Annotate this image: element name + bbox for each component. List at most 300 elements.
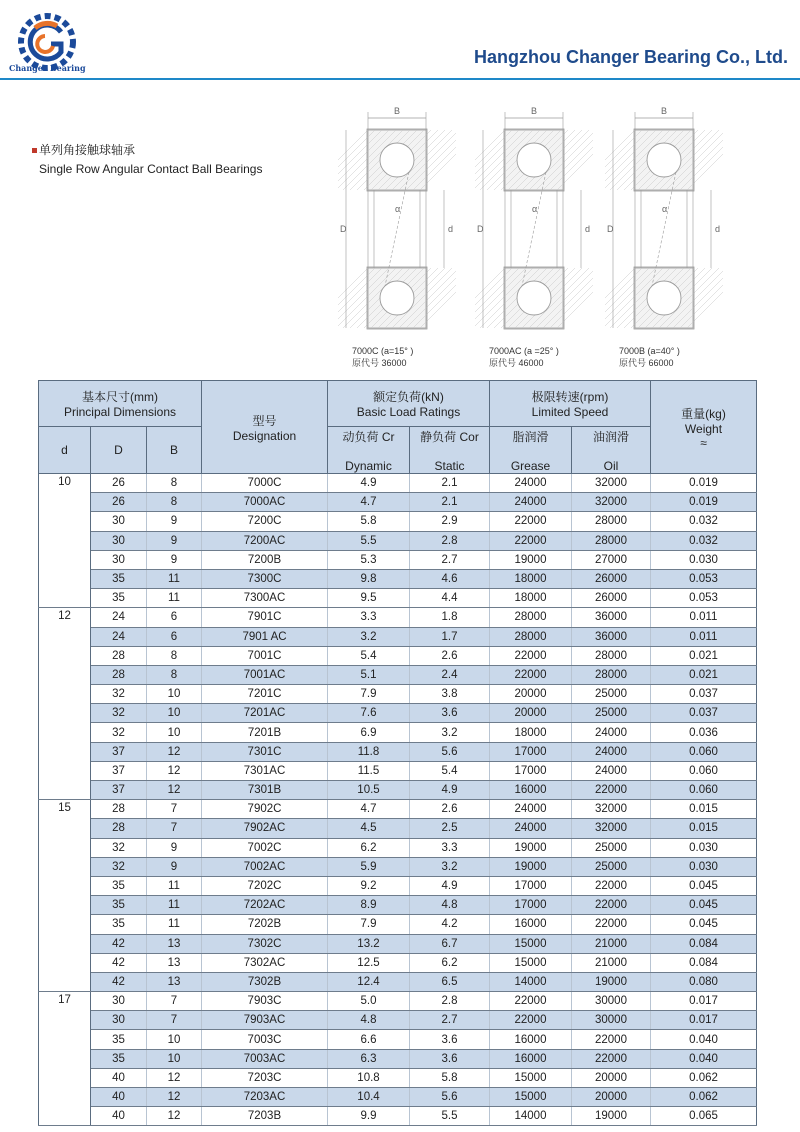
cell-B: 12 (147, 1107, 202, 1126)
cell-B: 12 (147, 742, 202, 761)
cell-weight: 0.030 (651, 838, 757, 857)
cell-dynamic: 4.7 (328, 493, 410, 512)
cell-D: 30 (91, 531, 147, 550)
cell-weight: 0.015 (651, 819, 757, 838)
cell-B: 7 (147, 819, 202, 838)
cell-weight: 0.084 (651, 934, 757, 953)
cell-static: 5.6 (410, 742, 490, 761)
cell-B: 10 (147, 1030, 202, 1049)
cell-D: 32 (91, 723, 147, 742)
cell-weight: 0.045 (651, 915, 757, 934)
table-row (39, 569, 757, 588)
cell-designation: 7001C (202, 646, 328, 665)
cell-dynamic: 5.8 (328, 512, 410, 531)
cell-static: 3.2 (410, 723, 490, 742)
cell-static: 5.5 (410, 1107, 490, 1126)
bearing-spec-table (38, 380, 757, 1126)
diagram-caption (489, 345, 559, 369)
cell-D: 35 (91, 1049, 147, 1068)
header-grease: 脂润滑 Grease (490, 427, 572, 474)
cell-weight: 0.017 (651, 992, 757, 1011)
cell-weight: 0.040 (651, 1049, 757, 1068)
cell-dynamic: 7.9 (328, 685, 410, 704)
cell-static: 4.9 (410, 876, 490, 895)
cell-dynamic: 6.9 (328, 723, 410, 742)
cell-weight: 0.019 (651, 493, 757, 512)
cell-oil: 24000 (572, 761, 651, 780)
cell-D: 42 (91, 953, 147, 972)
cell-D: 32 (91, 857, 147, 876)
cell-designation: 7200B (202, 550, 328, 569)
cell-designation: 7201C (202, 685, 328, 704)
cell-oil: 22000 (572, 915, 651, 934)
table-body (39, 474, 757, 1126)
cell-weight: 0.015 (651, 800, 757, 819)
cell-static: 3.8 (410, 685, 490, 704)
cell-oil: 20000 (572, 1088, 651, 1107)
table-row (39, 800, 757, 819)
cell-dynamic: 9.9 (328, 1107, 410, 1126)
cell-D: 30 (91, 1011, 147, 1030)
cell-oil: 22000 (572, 896, 651, 915)
cell-D: 28 (91, 646, 147, 665)
cell-dynamic: 5.5 (328, 531, 410, 550)
cell-dynamic: 5.9 (328, 857, 410, 876)
header-load-ratings: 额定负荷(kN) Basic Load Ratings (328, 381, 490, 427)
cell-D: 35 (91, 589, 147, 608)
cell-static: 2.5 (410, 819, 490, 838)
table-row (39, 953, 757, 972)
cell-grease: 28000 (490, 627, 572, 646)
table-row (39, 1030, 757, 1049)
cell-grease: 16000 (490, 915, 572, 934)
table-row (39, 992, 757, 1011)
cell-oil: 27000 (572, 550, 651, 569)
cell-dynamic: 5.3 (328, 550, 410, 569)
cell-weight: 0.011 (651, 627, 757, 646)
cell-static: 5.6 (410, 1088, 490, 1107)
cell-dynamic: 11.8 (328, 742, 410, 761)
cell-designation: 7301AC (202, 761, 328, 780)
cell-D: 32 (91, 838, 147, 857)
caption-model: 7000AC (a =25° ) (489, 346, 559, 356)
cell-grease: 17000 (490, 742, 572, 761)
cell-dynamic: 6.3 (328, 1049, 410, 1068)
cell-oil: 25000 (572, 685, 651, 704)
caption-old-code: 原代号 36000 (352, 358, 407, 368)
header-designation: 型号 Designation (202, 381, 328, 474)
cell-B: 12 (147, 1068, 202, 1087)
cell-B: 8 (147, 646, 202, 665)
cell-B: 12 (147, 781, 202, 800)
cell-D: 40 (91, 1088, 147, 1107)
cell-dynamic: 10.5 (328, 781, 410, 800)
cell-static: 2.7 (410, 550, 490, 569)
cell-grease: 15000 (490, 1068, 572, 1087)
cell-d: 10 (39, 474, 91, 608)
cell-B: 10 (147, 723, 202, 742)
cell-dynamic: 7.9 (328, 915, 410, 934)
cell-weight: 0.036 (651, 723, 757, 742)
cell-D: 32 (91, 685, 147, 704)
table-row (39, 589, 757, 608)
cell-dynamic: 11.5 (328, 761, 410, 780)
cell-D: 30 (91, 550, 147, 569)
cell-B: 13 (147, 934, 202, 953)
cell-weight: 0.060 (651, 742, 757, 761)
table-row (39, 742, 757, 761)
cell-oil: 24000 (572, 723, 651, 742)
cell-designation: 7902AC (202, 819, 328, 838)
cell-oil: 21000 (572, 953, 651, 972)
cell-static: 4.4 (410, 589, 490, 608)
cell-D: 32 (91, 704, 147, 723)
dim-d-label: d (448, 224, 454, 234)
dim-B-label: B (530, 106, 538, 116)
cell-D: 28 (91, 819, 147, 838)
cell-D: 40 (91, 1068, 147, 1087)
cell-D: 40 (91, 1107, 147, 1126)
cell-weight: 0.084 (651, 953, 757, 972)
cell-B: 12 (147, 761, 202, 780)
cell-dynamic: 5.0 (328, 992, 410, 1011)
cell-grease: 16000 (490, 1049, 572, 1068)
cell-designation: 7003C (202, 1030, 328, 1049)
table-row (39, 857, 757, 876)
cell-dynamic: 5.1 (328, 665, 410, 684)
cell-static: 4.2 (410, 915, 490, 934)
cell-oil: 25000 (572, 857, 651, 876)
cell-dynamic: 13.2 (328, 934, 410, 953)
cell-grease: 17000 (490, 761, 572, 780)
cell-weight: 0.080 (651, 972, 757, 991)
cell-B: 6 (147, 608, 202, 627)
cell-designation: 7903AC (202, 1011, 328, 1030)
cell-designation: 7902C (202, 800, 328, 819)
cell-grease: 22000 (490, 531, 572, 550)
table-row (39, 1011, 757, 1030)
header-D: D (91, 427, 147, 474)
cell-grease: 24000 (490, 493, 572, 512)
cell-D: 28 (91, 665, 147, 684)
cell-designation: 7302AC (202, 953, 328, 972)
cell-grease: 15000 (490, 953, 572, 972)
bearing-cross-section-3 (605, 100, 723, 335)
cell-grease: 22000 (490, 1011, 572, 1030)
cell-oil: 36000 (572, 608, 651, 627)
cell-weight: 0.045 (651, 896, 757, 915)
cell-B: 12 (147, 1088, 202, 1107)
cell-D: 30 (91, 992, 147, 1011)
cell-oil: 25000 (572, 704, 651, 723)
cell-D: 37 (91, 742, 147, 761)
cell-designation: 7000AC (202, 493, 328, 512)
cell-grease: 16000 (490, 781, 572, 800)
cell-d: 15 (39, 800, 91, 992)
cell-grease: 19000 (490, 857, 572, 876)
cell-D: 42 (91, 934, 147, 953)
cell-B: 13 (147, 972, 202, 991)
cell-grease: 19000 (490, 550, 572, 569)
cell-oil: 21000 (572, 934, 651, 953)
cell-static: 6.5 (410, 972, 490, 991)
cell-D: 26 (91, 474, 147, 493)
cell-static: 5.8 (410, 1068, 490, 1087)
cell-oil: 28000 (572, 531, 651, 550)
cell-dynamic: 7.6 (328, 704, 410, 723)
cell-grease: 14000 (490, 1107, 572, 1126)
cell-oil: 25000 (572, 838, 651, 857)
cell-static: 1.8 (410, 608, 490, 627)
cell-weight: 0.045 (651, 876, 757, 895)
cell-D: 37 (91, 761, 147, 780)
cell-static: 2.8 (410, 531, 490, 550)
cell-grease: 22000 (490, 646, 572, 665)
cell-static: 2.8 (410, 992, 490, 1011)
cell-B: 11 (147, 589, 202, 608)
cell-grease: 24000 (490, 474, 572, 493)
table-row (39, 474, 757, 493)
cell-static: 4.9 (410, 781, 490, 800)
cell-B: 10 (147, 685, 202, 704)
cell-B: 13 (147, 953, 202, 972)
cell-designation: 7203B (202, 1107, 328, 1126)
cell-static: 3.6 (410, 704, 490, 723)
cell-designation: 7003AC (202, 1049, 328, 1068)
table-row (39, 627, 757, 646)
table-row (39, 531, 757, 550)
cell-static: 2.6 (410, 646, 490, 665)
cell-d: 12 (39, 608, 91, 800)
cell-grease: 15000 (490, 1088, 572, 1107)
cell-grease: 16000 (490, 1030, 572, 1049)
cell-dynamic: 4.7 (328, 800, 410, 819)
cell-dynamic: 3.2 (328, 627, 410, 646)
cell-oil: 32000 (572, 474, 651, 493)
cell-weight: 0.053 (651, 589, 757, 608)
cell-designation: 7202B (202, 915, 328, 934)
cell-dynamic: 9.5 (328, 589, 410, 608)
cell-oil: 28000 (572, 665, 651, 684)
cell-designation: 7903C (202, 992, 328, 1011)
cell-B: 8 (147, 474, 202, 493)
cell-B: 9 (147, 838, 202, 857)
section-title-en: Single Row Angular Contact Ball Bearings (39, 162, 263, 176)
cell-oil: 32000 (572, 819, 651, 838)
cell-static: 4.6 (410, 569, 490, 588)
cell-B: 7 (147, 992, 202, 1011)
table-row (39, 819, 757, 838)
cell-B: 9 (147, 512, 202, 531)
cell-oil: 28000 (572, 512, 651, 531)
cell-dynamic: 10.4 (328, 1088, 410, 1107)
table-row (39, 896, 757, 915)
cell-D: 35 (91, 896, 147, 915)
caption-model: 7000C (a=15° ) (352, 346, 414, 356)
cell-grease: 15000 (490, 934, 572, 953)
cell-grease: 20000 (490, 685, 572, 704)
cell-designation: 7302C (202, 934, 328, 953)
cell-static: 2.1 (410, 474, 490, 493)
cell-oil: 32000 (572, 800, 651, 819)
cell-B: 9 (147, 531, 202, 550)
cell-d: 17 (39, 992, 91, 1126)
section-title-cn-text: 单列角接触球轴承 (39, 143, 136, 157)
cell-designation: 7000C (202, 474, 328, 493)
cell-designation: 7302B (202, 972, 328, 991)
cell-designation: 7002C (202, 838, 328, 857)
cell-grease: 17000 (490, 876, 572, 895)
table-row (39, 761, 757, 780)
cell-B: 8 (147, 665, 202, 684)
cell-oil: 20000 (572, 1068, 651, 1087)
table-row (39, 915, 757, 934)
cell-weight: 0.040 (651, 1030, 757, 1049)
cell-B: 8 (147, 493, 202, 512)
bearing-cross-section-2 (475, 100, 593, 335)
table-row (39, 934, 757, 953)
cell-weight: 0.032 (651, 512, 757, 531)
dim-d-label: d (715, 224, 721, 234)
cell-static: 3.6 (410, 1030, 490, 1049)
cell-static: 6.2 (410, 953, 490, 972)
cell-oil: 26000 (572, 589, 651, 608)
cell-grease: 24000 (490, 819, 572, 838)
cell-B: 11 (147, 896, 202, 915)
header-d: d (39, 427, 91, 474)
cell-grease: 14000 (490, 972, 572, 991)
cell-weight: 0.060 (651, 761, 757, 780)
cell-static: 2.1 (410, 493, 490, 512)
cell-oil: 30000 (572, 1011, 651, 1030)
header-limited-speed: 极限转速(rpm) Limited Speed (490, 381, 651, 427)
cell-designation: 7202C (202, 876, 328, 895)
diagram-caption (352, 345, 413, 369)
table-row (39, 1088, 757, 1107)
cell-D: 30 (91, 512, 147, 531)
cell-D: 42 (91, 972, 147, 991)
table-row (39, 723, 757, 742)
cell-dynamic: 4.8 (328, 1011, 410, 1030)
table-row (39, 493, 757, 512)
header-B: B (147, 427, 202, 474)
cell-static: 2.7 (410, 1011, 490, 1030)
cell-designation: 7901 AC (202, 627, 328, 646)
cell-dynamic: 4.5 (328, 819, 410, 838)
cell-oil: 28000 (572, 646, 651, 665)
cell-designation: 7200AC (202, 531, 328, 550)
table-row (39, 781, 757, 800)
cell-static: 2.4 (410, 665, 490, 684)
cell-weight: 0.021 (651, 646, 757, 665)
dim-alpha-label: α (395, 204, 401, 214)
cell-oil: 22000 (572, 1049, 651, 1068)
cell-D: 24 (91, 608, 147, 627)
dim-d-label: d (585, 224, 591, 234)
dim-B-label: B (393, 106, 401, 116)
cell-static: 3.3 (410, 838, 490, 857)
cell-designation: 7301B (202, 781, 328, 800)
table-row (39, 972, 757, 991)
cell-oil: 22000 (572, 1030, 651, 1049)
cell-designation: 7901C (202, 608, 328, 627)
cell-B: 7 (147, 1011, 202, 1030)
cell-designation: 7203AC (202, 1088, 328, 1107)
cell-B: 6 (147, 627, 202, 646)
table-row (39, 646, 757, 665)
cell-weight: 0.062 (651, 1088, 757, 1107)
table-row (39, 876, 757, 895)
diagram-caption (619, 345, 680, 369)
cell-grease: 19000 (490, 838, 572, 857)
table-row (39, 665, 757, 684)
cell-designation: 7301C (202, 742, 328, 761)
cell-weight: 0.017 (651, 1011, 757, 1030)
cell-static: 2.9 (410, 512, 490, 531)
cell-weight: 0.062 (651, 1068, 757, 1087)
cell-oil: 19000 (572, 1107, 651, 1126)
header-oil: 油润滑 Oil (572, 427, 651, 474)
table-row (39, 838, 757, 857)
cell-designation: 7002AC (202, 857, 328, 876)
cell-dynamic: 6.2 (328, 838, 410, 857)
cell-dynamic: 4.9 (328, 474, 410, 493)
cell-weight: 0.030 (651, 857, 757, 876)
dim-B-label: B (660, 106, 668, 116)
cell-dynamic: 9.8 (328, 569, 410, 588)
cell-static: 6.7 (410, 934, 490, 953)
cell-weight: 0.065 (651, 1107, 757, 1126)
cell-designation: 7203C (202, 1068, 328, 1087)
cell-designation: 7201B (202, 723, 328, 742)
cell-designation: 7201AC (202, 704, 328, 723)
cell-static: 2.6 (410, 800, 490, 819)
cell-oil: 19000 (572, 972, 651, 991)
cell-oil: 32000 (572, 493, 651, 512)
cell-dynamic: 3.3 (328, 608, 410, 627)
table-row (39, 1068, 757, 1087)
table-row (39, 512, 757, 531)
company-name: Hangzhou Changer Bearing Co., Ltd. (474, 47, 788, 67)
cell-weight: 0.021 (651, 665, 757, 684)
cell-D: 37 (91, 781, 147, 800)
dim-D-label: D (607, 224, 614, 234)
cell-oil: 22000 (572, 781, 651, 800)
cell-B: 11 (147, 569, 202, 588)
cell-oil: 22000 (572, 876, 651, 895)
cell-static: 4.8 (410, 896, 490, 915)
dim-D-label: D (340, 224, 347, 234)
dim-D-label: D (477, 224, 484, 234)
cell-static: 3.2 (410, 857, 490, 876)
cell-oil: 30000 (572, 992, 651, 1011)
cell-grease: 22000 (490, 665, 572, 684)
cell-static: 3.6 (410, 1049, 490, 1068)
cell-D: 35 (91, 915, 147, 934)
logo-text: Changer Bearing (9, 63, 86, 73)
table-row (39, 685, 757, 704)
caption-old-code: 原代号 46000 (489, 358, 544, 368)
cell-oil: 36000 (572, 627, 651, 646)
cell-dynamic: 10.8 (328, 1068, 410, 1087)
table-row (39, 1107, 757, 1126)
cell-weight: 0.030 (651, 550, 757, 569)
header-principal-dimensions: 基本尺寸(mm) Principal Dimensions (39, 381, 202, 427)
cell-grease: 22000 (490, 992, 572, 1011)
cell-dynamic: 12.4 (328, 972, 410, 991)
cell-D: 24 (91, 627, 147, 646)
cell-designation: 7200C (202, 512, 328, 531)
